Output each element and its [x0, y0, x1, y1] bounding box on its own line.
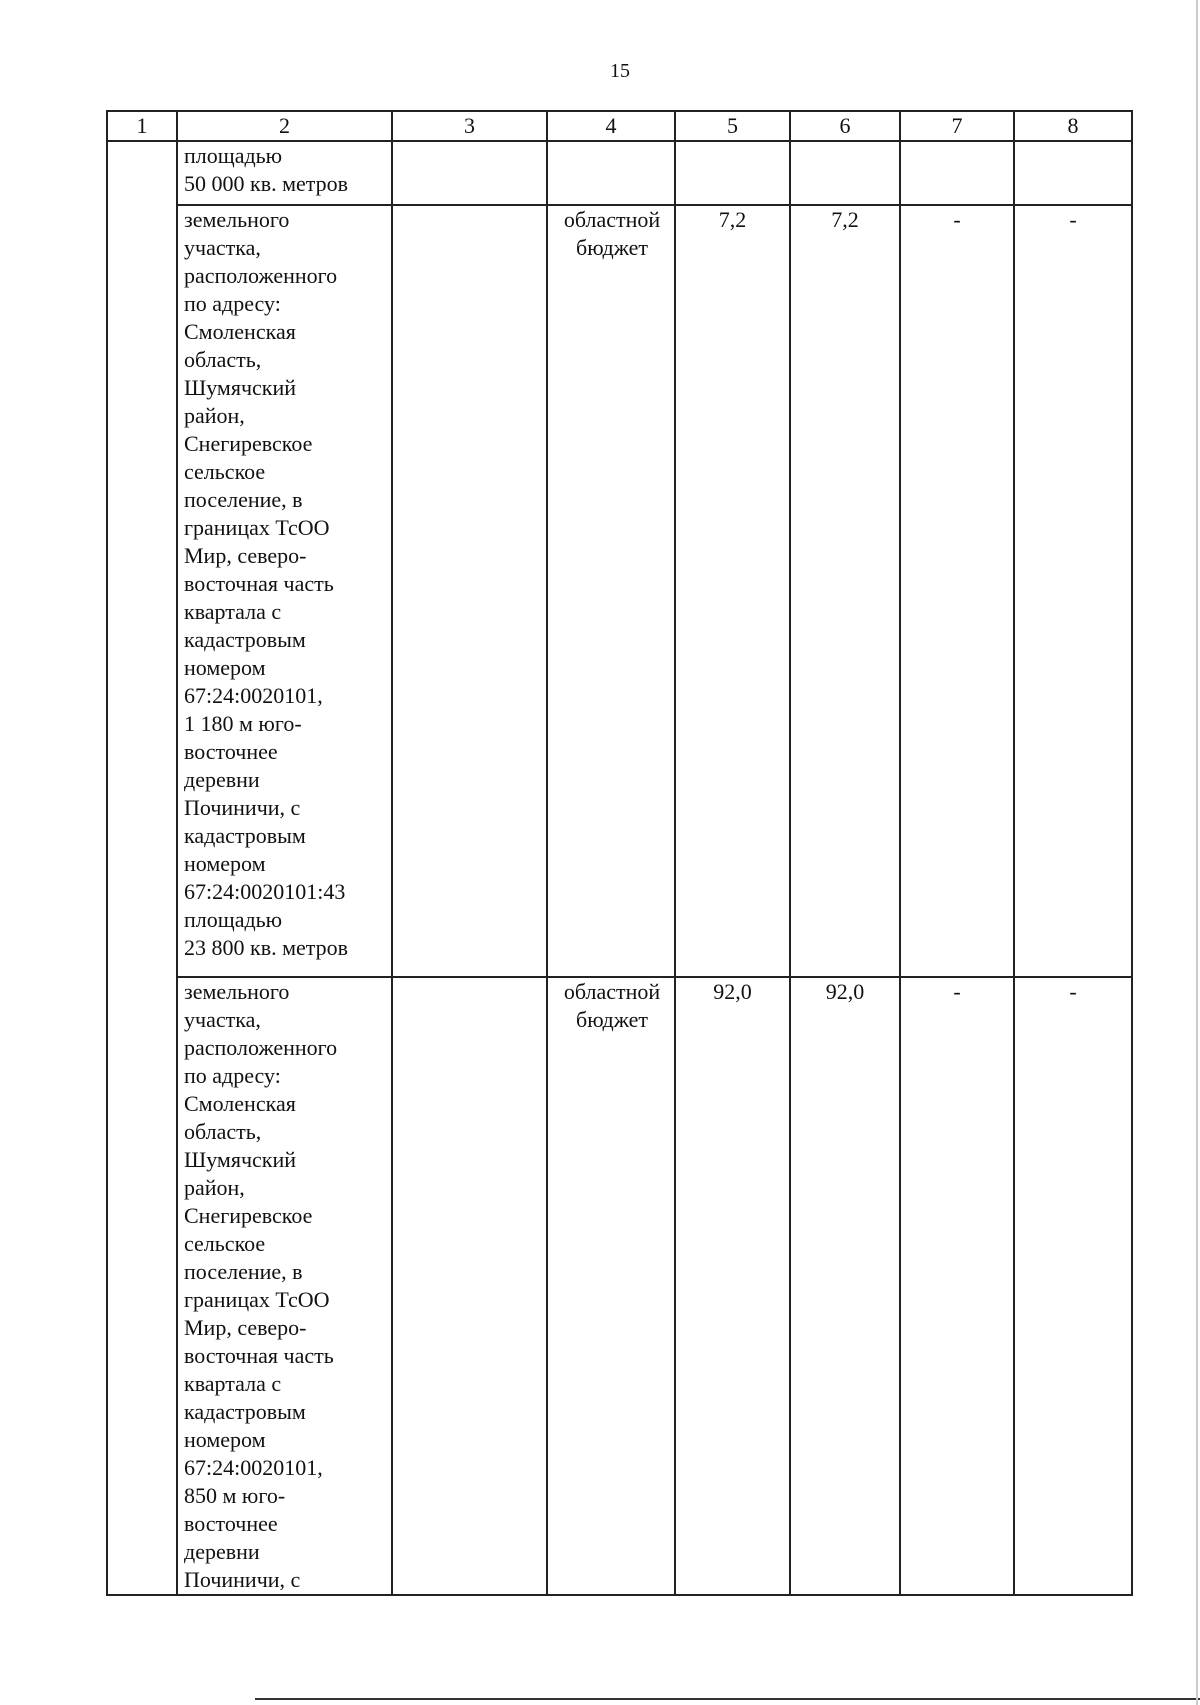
column-5-cell: 7,2: [675, 205, 790, 977]
column-3-cell: [392, 977, 547, 1595]
page-number: 15: [610, 60, 630, 82]
column-7-cell: -: [900, 205, 1014, 977]
program-table: [106, 110, 1133, 1596]
column-3-cell: [392, 141, 547, 205]
funding-source-cell: областной бюджет: [547, 977, 675, 1595]
column-8-cell: -: [1014, 205, 1132, 977]
column-6-cell: [790, 141, 900, 205]
column-header-5: 5: [675, 111, 790, 141]
funding-source-cell: [547, 141, 675, 205]
object-description-cell: земельного участка, расположенного по адресу: Смоленская область, Шумячский район, Снегиревское сельское поселение, в границах ТсОО Мир, северо- восточная часть квартала с кадастровым номером 67:24:0020101, 850 м юго- восточнее деревни Починичи, с: [177, 977, 392, 1595]
column-7-cell: -: [900, 977, 1014, 1595]
column-5-cell: 92,0: [675, 977, 790, 1595]
column-header-1: 1: [107, 111, 177, 141]
scan-right-edge: [1196, 0, 1198, 1705]
column-5-cell: [675, 141, 790, 205]
table-row: [107, 141, 1132, 205]
column-6-cell: 92,0: [790, 977, 900, 1595]
column-header-8: 8: [1014, 111, 1132, 141]
column-8-cell: [1014, 141, 1132, 205]
column-header-6: 6: [790, 111, 900, 141]
column-8-cell: -: [1014, 977, 1132, 1595]
funding-source-cell: областной бюджет: [547, 205, 675, 977]
table-row: [107, 977, 1132, 1595]
object-description-cell: площадью 50 000 кв. метров: [177, 141, 392, 205]
column-6-cell: 7,2: [790, 205, 900, 977]
column-header-7: 7: [900, 111, 1014, 141]
object-description-cell: земельного участка, расположенного по адресу: Смоленская область, Шумячский район, Снегиревское сельское поселение, в границах ТсОО Мир, северо- восточная часть квартала с кадастровым номером 67:24:0020101, 1 180 м юго- восточнее деревни Починичи, с кадастровым номером 67:24:0020101:43 площадью 23 800 кв. метров: [177, 205, 392, 977]
table-header-row: [107, 111, 1132, 141]
column-3-cell: [392, 205, 547, 977]
column-header-3: 3: [392, 111, 547, 141]
row-number-cell: [107, 141, 177, 1595]
table-row: [107, 205, 1132, 977]
column-7-cell: [900, 141, 1014, 205]
scan-bottom-edge: [255, 1698, 1200, 1700]
column-header-4: 4: [547, 111, 675, 141]
column-header-2: 2: [177, 111, 392, 141]
